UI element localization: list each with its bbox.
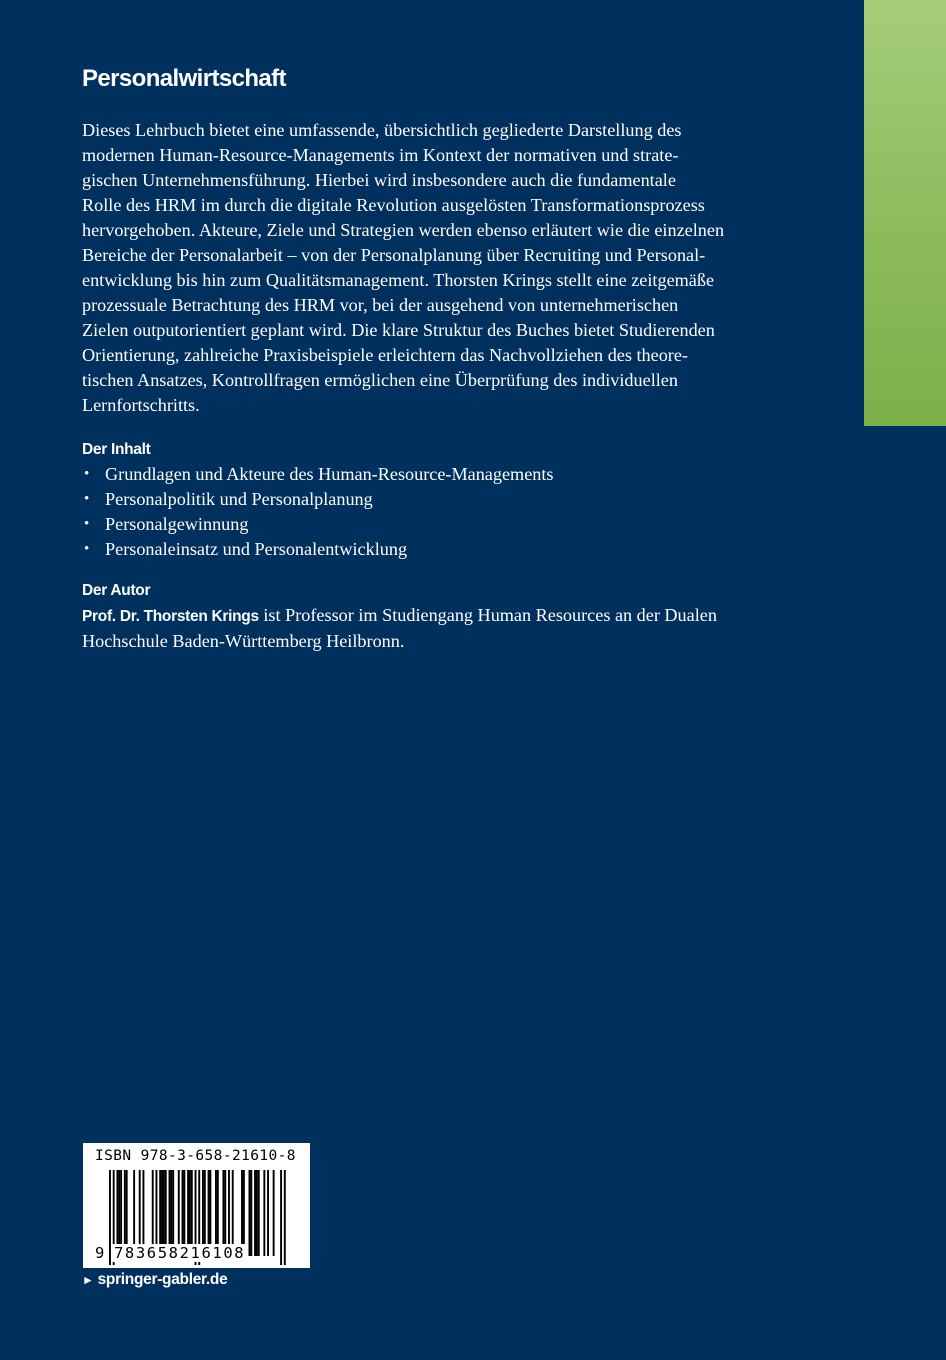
list-item-text: Grundlagen und Akteure des Human-Resource-Managements: [105, 464, 554, 484]
description-line: Zielen outputorientiert geplant wird. Die klare Struktur des Buches bietet Studierenden: [82, 320, 715, 340]
accent-color-bar: [864, 0, 946, 426]
bullet-icon: •: [84, 466, 90, 482]
list-item-text: Personaleinsatz und Personalentwicklung: [105, 539, 408, 559]
description-line: prozessuale Betrachtung des HRM vor, bei der ausgehend von unternehmerischen: [82, 295, 679, 315]
author-heading: Der Autor: [82, 582, 151, 599]
list-item: [82, 537, 762, 562]
description-line: gischen Unternehmensführung. Hierbei wird insbesondere auch die fundamentale: [82, 170, 676, 190]
website-url: springer-gabler.de: [97, 1271, 228, 1288]
barcode-bar: [273, 1170, 275, 1256]
isbn-label: ISBN 978-3-658-21610-8: [95, 1148, 296, 1164]
barcode-bar: [263, 1170, 265, 1256]
list-item: [82, 487, 762, 512]
list-item: [82, 462, 762, 487]
description-line: Lernfortschritts.: [82, 395, 200, 415]
contents-heading: Der Inhalt: [82, 441, 151, 458]
back-cover-content: [82, 62, 762, 654]
author-bio: [82, 603, 762, 654]
barcode-bar: [267, 1170, 269, 1256]
list-item: [82, 512, 762, 537]
author-name: Prof. Dr. Thorsten Krings: [82, 608, 259, 625]
arrow-right-icon: ►: [82, 1273, 94, 1287]
description-line: Dieses Lehrbuch bietet eine umfassende, übersichtlich gegliederte Darstellung des: [82, 120, 682, 140]
description-line: Rolle des HRM im durch die digitale Revolution ausgelösten Transformationsprozess: [82, 195, 705, 215]
description-line: tischen Ansatzes, Kontrollfragen ermöglichen eine Überprüfung des individuellen: [82, 370, 678, 390]
author-bio-line: ist Professor im Studiengang Human Resources an der Dualen: [258, 605, 717, 625]
bullet-icon: •: [84, 541, 90, 557]
barcode-bar: [254, 1170, 256, 1256]
ean-rest-digits: 783658216108: [114, 1244, 246, 1262]
barcode-bar: [249, 1170, 251, 1256]
book-title: Personalwirtschaft: [82, 65, 286, 92]
author-bio-line: Hochschule Baden-Württemberg Heilbronn.: [82, 631, 405, 651]
list-item-text: Personalgewinnung: [105, 514, 249, 534]
description-line: entwicklung bis hin zum Qualitätsmanagement. Thorsten Krings stellt eine zeitgemäße: [82, 270, 715, 290]
list-item-text: Personalpolitik und Personalplanung: [105, 489, 373, 509]
ean-first-digit: 9: [95, 1244, 106, 1262]
barcode-bar: [250, 1170, 252, 1256]
description-line: modernen Human-Resource-Managements im Kontext der normativen und strate-: [82, 145, 679, 165]
description-line: Orientierung, zahlreiche Praxisbeispiele erleichtern das Nachvollziehen des theore-: [82, 345, 688, 365]
barcode-bar: [258, 1170, 260, 1256]
contents-list: [82, 462, 762, 562]
bullet-icon: •: [84, 516, 90, 532]
bullet-icon: •: [84, 491, 90, 507]
barcode-bar: [284, 1170, 286, 1265]
description: [82, 118, 762, 418]
isbn-barcode: [83, 1143, 310, 1268]
description-line: hervorgehoben. Akteure, Ziele und Strategien werden ebenso erläutert wie die einzelnen: [82, 220, 725, 240]
barcode-bar: [256, 1170, 258, 1256]
barcode-bar: [280, 1170, 282, 1265]
publisher-website[interactable]: [82, 1271, 227, 1289]
barcode-bar: [109, 1170, 111, 1265]
description-line: Bereiche der Personalarbeit – von der Personalplanung über Recruiting und Personal-: [82, 245, 706, 265]
